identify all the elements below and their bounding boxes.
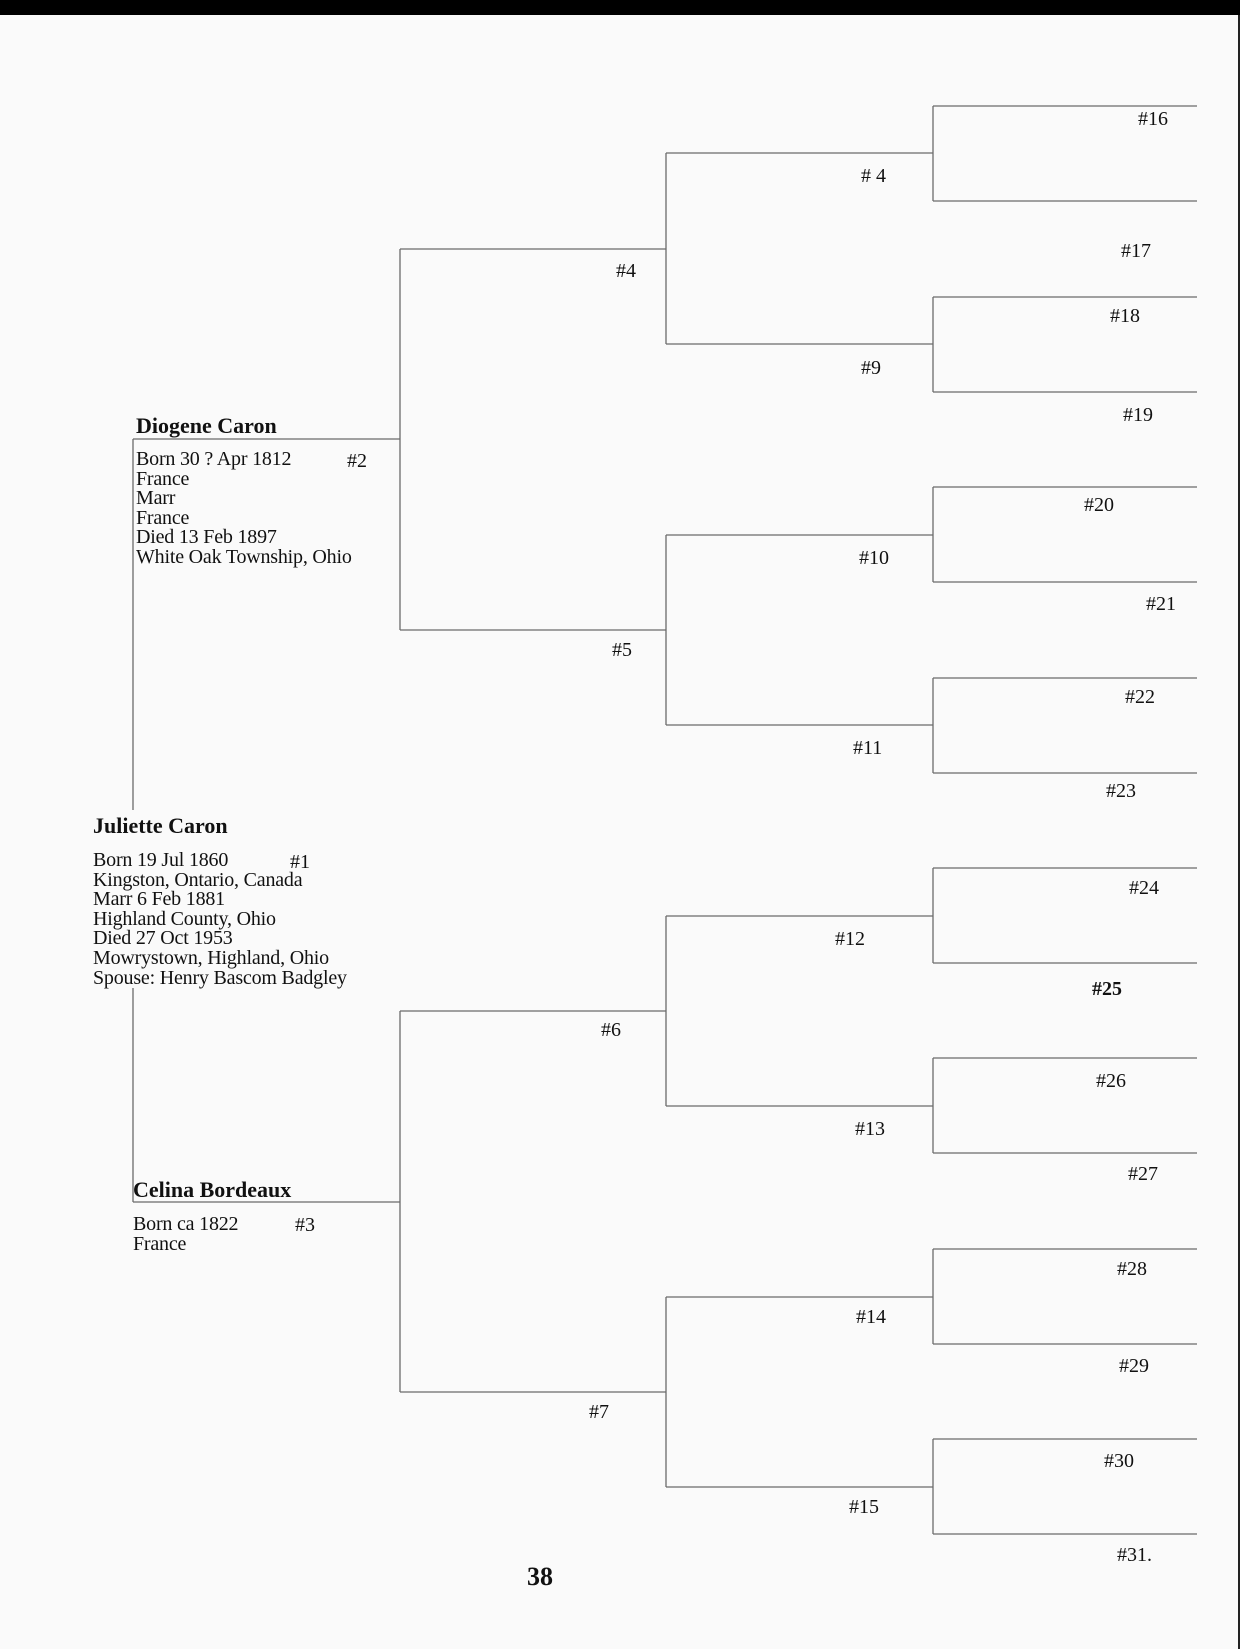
person1-line: Highland County, Ohio [93, 907, 276, 930]
ancestor-number-24: #24 [1129, 877, 1159, 899]
ancestor-number-15: #15 [849, 1496, 879, 1518]
ancestor-number-23: #23 [1106, 780, 1136, 802]
ancestor-number-22: #22 [1125, 686, 1155, 708]
person2-number: #2 [347, 450, 367, 472]
ancestor-number-27: #27 [1128, 1163, 1158, 1185]
ancestor-number-11: #11 [853, 737, 883, 759]
person2-line: Marr [136, 487, 176, 510]
ancestor-number-12: #12 [835, 928, 865, 950]
person2-line: White Oak Township, Ohio [136, 545, 352, 568]
person1-line: Spouse: Henry Bascom Badgley [93, 966, 347, 989]
ancestor-number-30: #30 [1104, 1450, 1134, 1472]
ancestor-number-26: #26 [1096, 1070, 1126, 1092]
person2-line: France [136, 506, 190, 529]
ancestor-number-4: #4 [616, 260, 636, 282]
ancestor-number-14: #14 [856, 1306, 886, 1328]
person1-number: #1 [290, 851, 310, 873]
ancestor-number-20: #20 [1084, 494, 1114, 516]
ancestor-number-31: #31. [1117, 1544, 1152, 1566]
ancestor-number-21: #21 [1146, 593, 1176, 615]
page-number: 38 [527, 1562, 553, 1591]
ancestor-number-9: #9 [861, 357, 881, 379]
ancestor-number-18: #18 [1110, 305, 1140, 327]
person1-line: Mowrystown, Highland, Ohio [93, 946, 329, 969]
person3-line: Born ca 1822 [133, 1213, 239, 1235]
ancestor-number-19: #19 [1123, 404, 1153, 426]
person1-name: Juliette Caron [93, 814, 234, 838]
person1-line: Born 19 Jul 1860 [93, 849, 229, 871]
ancestor-number-7: #7 [589, 1401, 609, 1423]
ancestor-number-6: #6 [601, 1019, 621, 1041]
ancestor-number-8: # 4 [861, 165, 886, 187]
person1-line: Marr 6 Feb 1881 [93, 888, 225, 911]
person2-line: Died 13 Feb 1897 [136, 526, 277, 549]
ancestor-number-13: #13 [855, 1118, 885, 1140]
person1-line: Kingston, Ontario, Canada [93, 868, 303, 891]
ancestor-number-16: #16 [1138, 108, 1168, 130]
person3-name: Celina Bordeaux [133, 1177, 292, 1202]
person2-line: Born 30 ? Apr 1812 [136, 448, 292, 470]
person3-details [133, 1215, 238, 1254]
person2-details [136, 450, 352, 568]
person3-line: France [133, 1232, 187, 1255]
ancestor-number-17: #17 [1121, 240, 1151, 262]
ancestor-number-29: #29 [1119, 1355, 1149, 1377]
ancestor-number-28: #28 [1117, 1258, 1147, 1280]
ancestor-number-10: #10 [859, 547, 889, 569]
person1-details [93, 851, 351, 988]
person3-number: #3 [295, 1214, 315, 1236]
ancestor-number-5: #5 [612, 639, 632, 661]
ancestor-number-25: #25 [1092, 978, 1122, 1000]
person2-line: France [136, 467, 190, 490]
person1-line: Died 27 Oct 1953 [93, 927, 233, 950]
person2-name: Diogene Caron [136, 413, 277, 438]
